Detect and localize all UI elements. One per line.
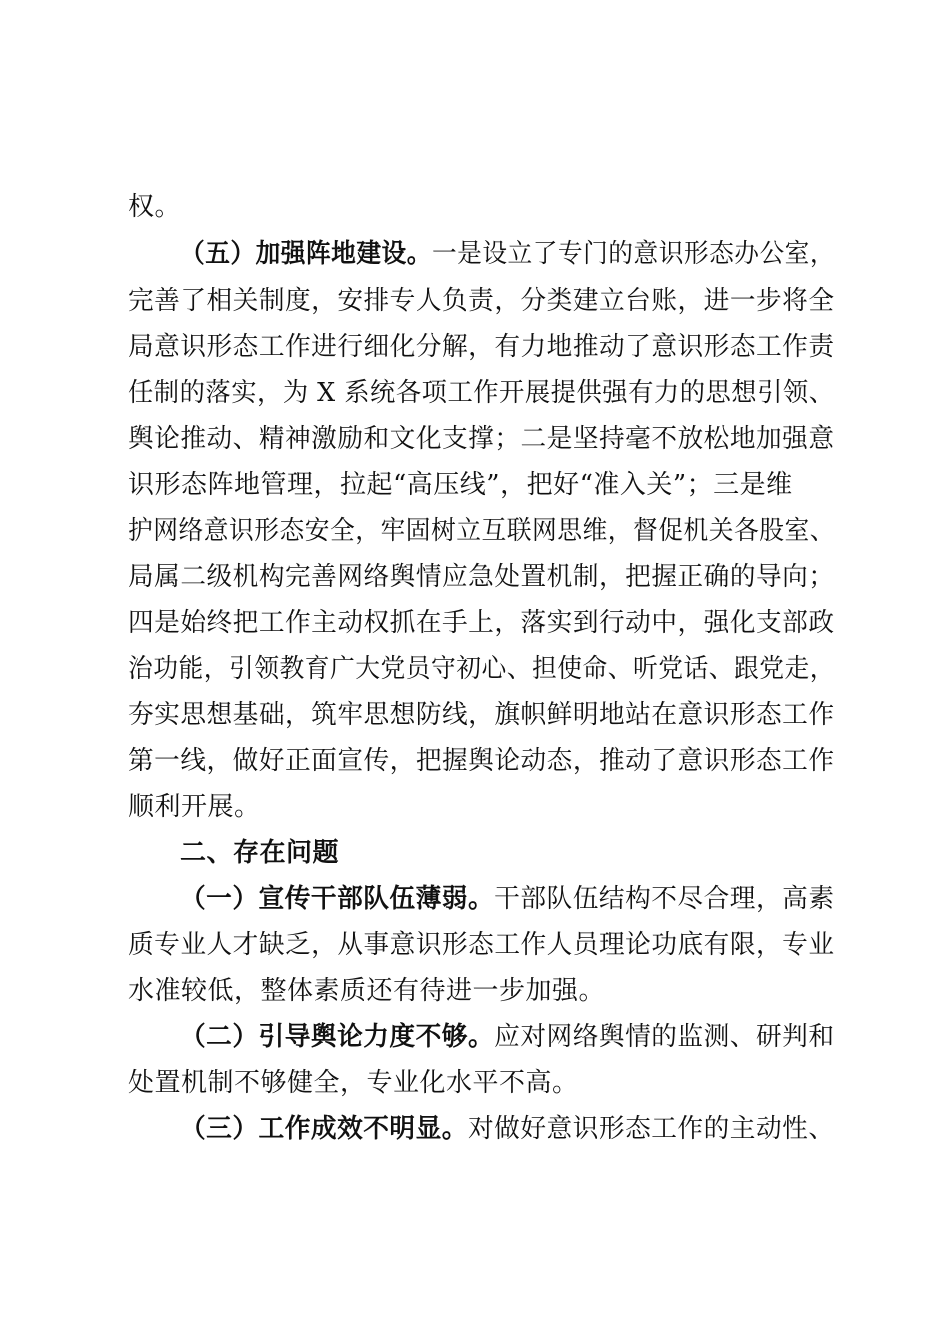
paragraph-line: 质专业人才缺乏，从事意识形态工作人员理论功底有限，专业 xyxy=(128,930,835,960)
problem2-text: 应对网络舆情的监测、研判和 xyxy=(494,1022,835,1052)
section-heading: 二、存在问题 xyxy=(180,838,340,868)
paragraph-line: 任制的落实，为 X 系统各项工作开展提供强有力的思想引领、 xyxy=(128,378,835,408)
problem2-first-line xyxy=(180,1017,835,1057)
paragraph-line: 局属二级机构完善网络舆情应急处置机制，把握正确的导向； xyxy=(128,562,835,592)
paragraph-line: 局意识形态工作进行细化分解，有力地推动了意识形态工作责 xyxy=(128,332,835,362)
problem1-title: （一）宣传干部队伍薄弱。 xyxy=(180,884,495,914)
problem1-text: 干部队伍结构不尽合理，高素 xyxy=(494,884,835,914)
section5-text: 一是设立了专门的意识形态办公室， xyxy=(431,239,836,269)
paragraph-line: 第一线，做好正面宣传，把握舆论动态，推动了意识形态工作 xyxy=(128,746,835,776)
paragraph-line: 识形态阵地管理，拉起“高压线”，把好“准入关”；三是维 xyxy=(128,470,793,500)
problem3-title: （三）工作成效不明显。 xyxy=(180,1114,468,1144)
section5-first-line xyxy=(180,234,835,274)
paragraph-line: 处置机制不够健全，专业化水平不高。 xyxy=(128,1068,579,1098)
problem1-first-line xyxy=(180,879,835,919)
paragraph-line: 护网络意识形态安全，牢固树立互联网思维，督促机关各股室、 xyxy=(128,516,835,546)
paragraph-line: 治功能，引领教育广大党员守初心、担使命、听党话、跟党走， xyxy=(128,654,835,684)
paragraph-line: 舆论推动、精神激励和文化支撑；二是坚持毫不放松地加强意 xyxy=(128,424,835,454)
paragraph-line: 夯实思想基础，筑牢思想防线，旗帜鲜明地站在意识形态工作 xyxy=(128,700,835,730)
section5-title: （五）加强阵地建设。 xyxy=(180,239,432,269)
paragraph-line: 顺利开展。 xyxy=(128,792,261,822)
problem3-text: 对做好意识形态工作的主动性、 xyxy=(467,1114,835,1144)
paragraph-line: 水准较低，整体素质还有待进一步加强。 xyxy=(128,976,606,1006)
problem3-first-line xyxy=(180,1109,835,1149)
continuation-text: 权。 xyxy=(128,192,182,222)
paragraph-line: 四是始终把工作主动权抓在手上，落实到行动中，强化支部政 xyxy=(128,608,835,638)
paragraph-line xyxy=(128,187,181,227)
paragraph-line: 完善了相关制度，安排专人负责，分类建立台账，进一步将全 xyxy=(128,286,835,316)
problem2-title: （二）引导舆论力度不够。 xyxy=(180,1022,495,1052)
